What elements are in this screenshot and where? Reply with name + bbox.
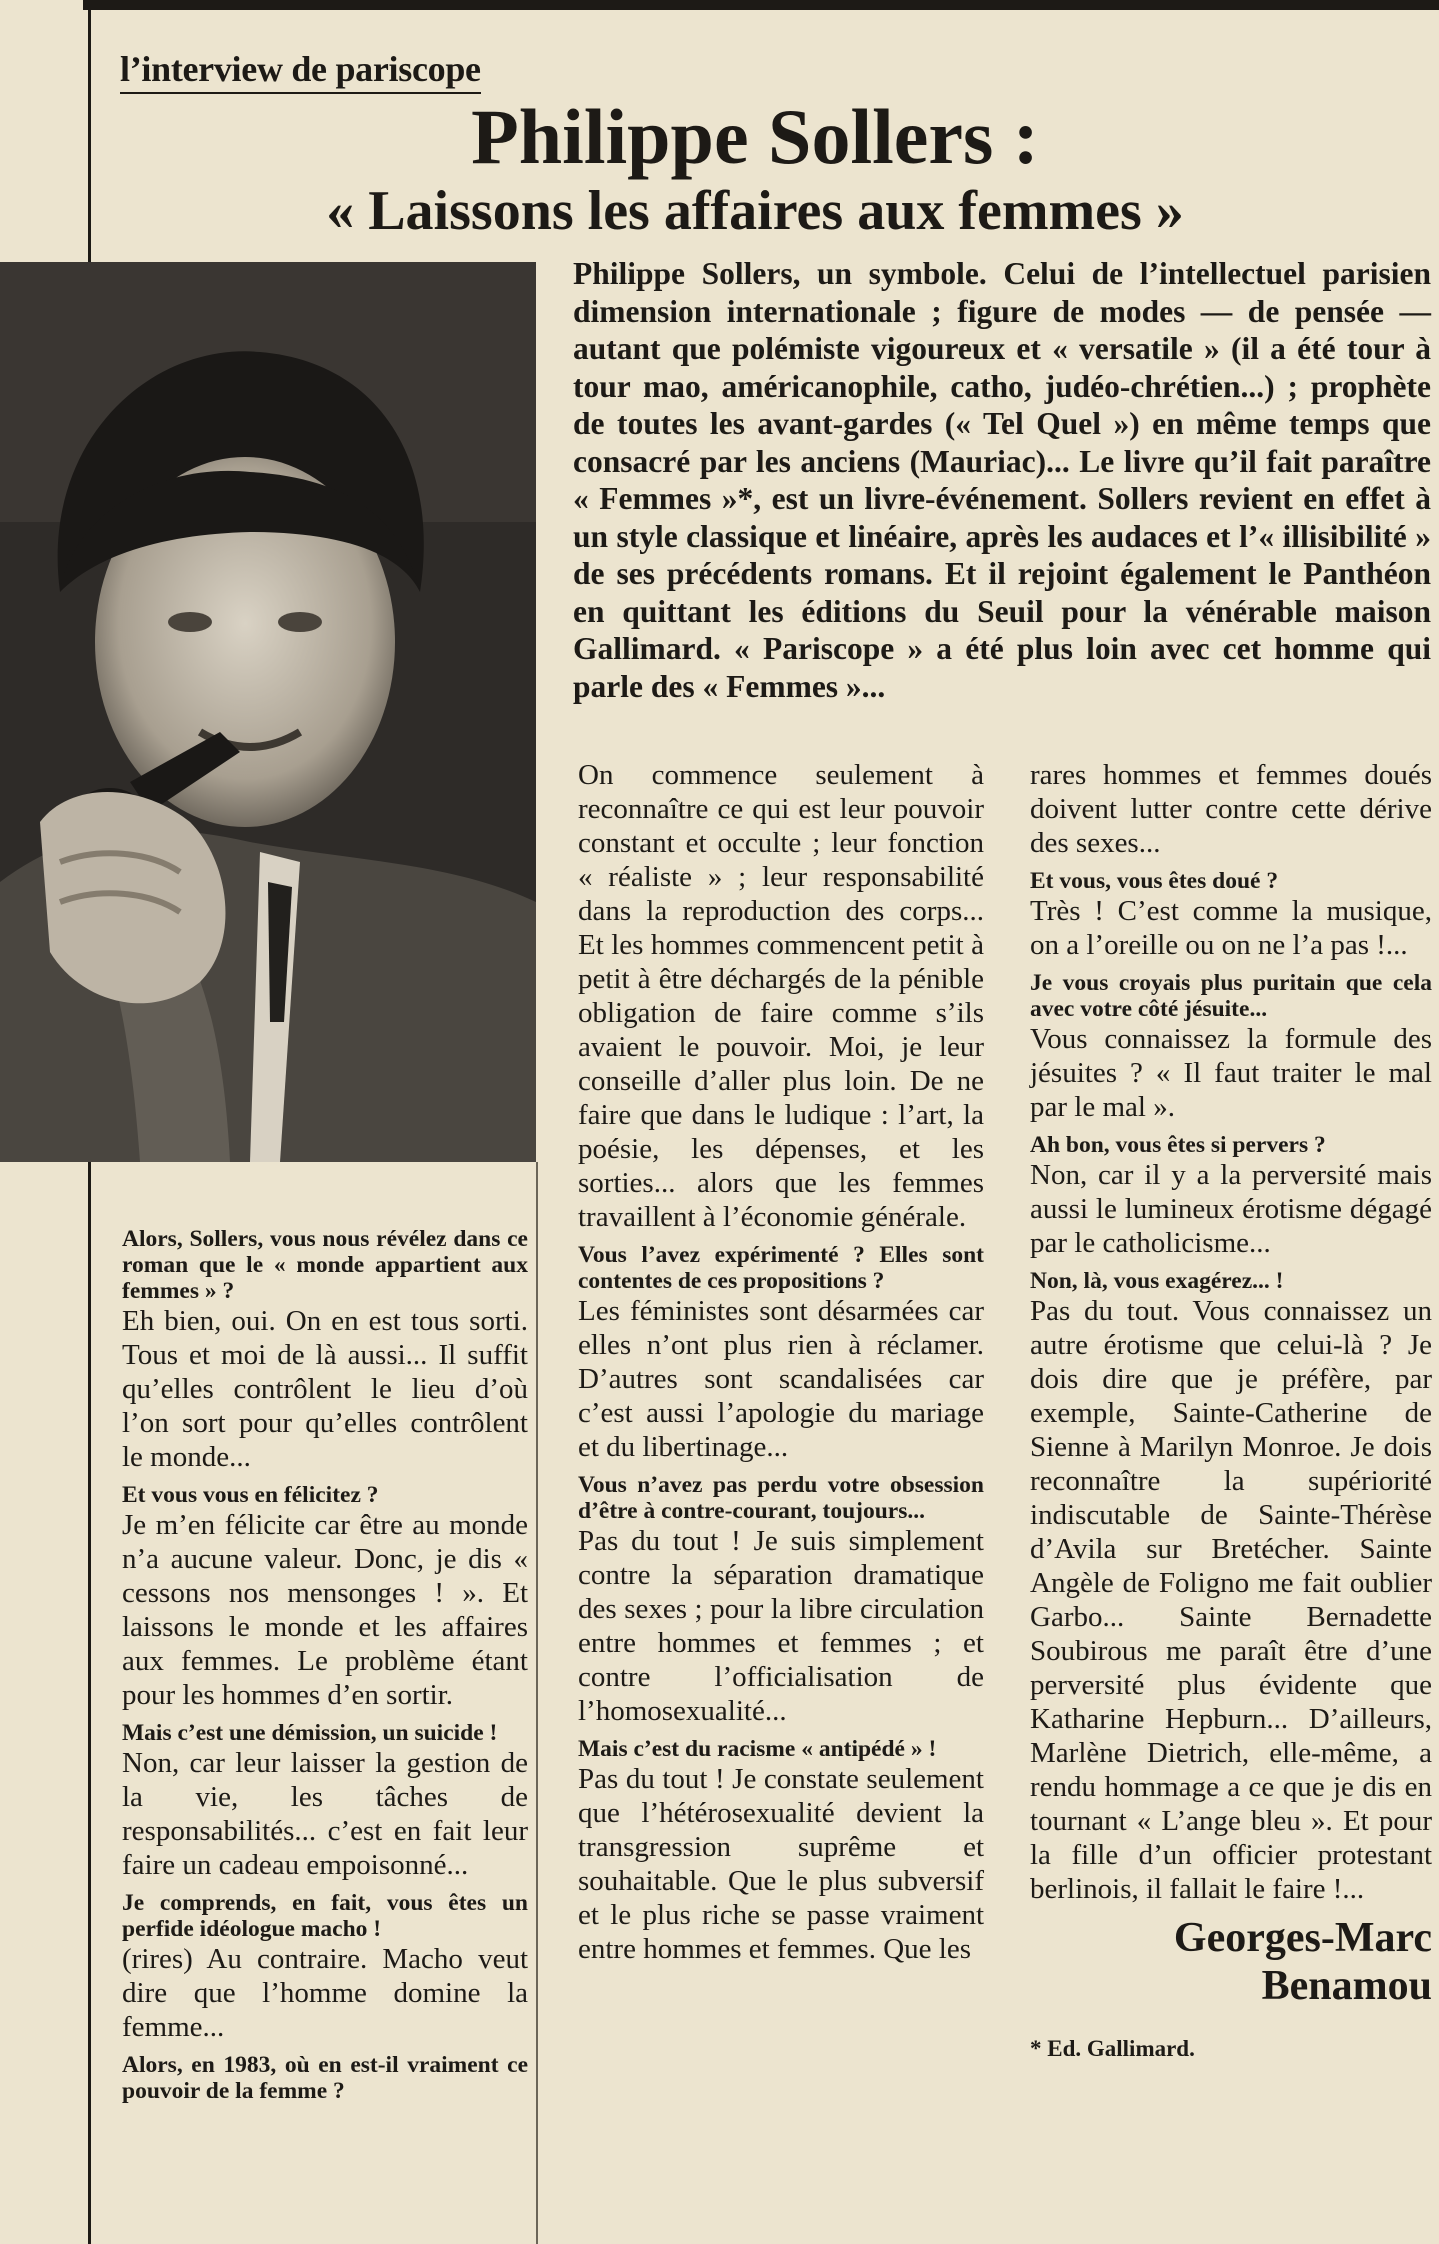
footnote: * Ed. Gallimard.: [1030, 2036, 1195, 2061]
answer-9: Très ! C’est comme la musique, on a l’oreille ou on ne l’a pas !...: [1030, 895, 1432, 961]
portrait-illustration: [0, 262, 536, 1162]
article-column-2: [578, 758, 984, 1974]
question-11: Ah bon, vous êtes si pervers ?: [1030, 1132, 1326, 1158]
top-rule: [83, 0, 1439, 10]
answer-5: On commence seulement à reconnaître ce qui est leur pouvoir constant et occulte ; leur fonction « réaliste » ; leur responsabilité dans la reproduction des corps... Et les hommes commencent petit à petit à être déchargés de la pénible obligation de faire comme s’ils avaient le pouvoir. Moi, je leur conseille d’aller plus loin. De ne faire que dans le ludique : l’art, la poésie, les dépenses, et les sorties... alors que les femmes travaillent à l’économie générale.: [578, 759, 984, 1233]
article-column-1: [122, 1226, 528, 2104]
author-first-name: Georges-Marc: [1173, 1915, 1432, 1961]
question-9: Et vous, vous êtes doué ?: [1030, 868, 1279, 894]
article-column-3: [1030, 758, 1432, 2066]
article-intro: Philippe Sollers, un symbole. Celui de l’intellectuel parisien dimension internationale ; figure de modes — de pensée — autant que polémiste vigoureux et « versatile » (il a été tour à tour mao, américanophile, catho, judéo-chrétien...) ; prophète de toutes les avant-gardes (« Tel Quel ») en même temps que consacré par les anciens (Mauriac)... Le livre qu’il fait paraître « Femmes »*, est un livre-événement. Sollers revient en effet à un style classique et linéaire, après les audaces et l’« illisibilité » de ses précédents romans. Et il rejoint également le Panthéon en quittant les éditions du Seuil pour la vénérable maison Gallimard. « Pariscope » a été plus loin avec cet homme qui parle des « Femmes »...: [573, 256, 1431, 704]
answer-10: Vous connaissez la formule des jésuites ? « Il faut traiter le mal par le mal ».: [1030, 1023, 1432, 1123]
headline-name: Philippe Sollers :: [471, 93, 1039, 180]
question-6: Vous l’avez expérimenté ? Elles sont contentes de ces propositions ?: [578, 1242, 984, 1294]
question-1: Alors, Sollers, vous nous révélez dans ce roman que le « monde appartient aux femmes » ?: [122, 1226, 528, 1304]
question-10: Je vous croyais plus puritain que cela avec votre côté jésuite...: [1030, 970, 1432, 1022]
answer-2: Je m’en félicite car être au monde n’a aucune valeur. Donc, je dis « cessons nos mensonges ! ». Et laissons le monde et les affaires aux femmes. Le problème étant pour les hommes d’en sortir.: [122, 1509, 528, 1711]
question-7: Vous n’avez pas perdu votre obsession d’être à contre-courant, toujours...: [578, 1472, 984, 1524]
answer-3: Non, car leur laisser la gestion de la vie, les tâches de responsabilités... c’est en fait leur faire un cadeau empoisonné...: [122, 1747, 528, 1881]
portrait-photo: [0, 262, 536, 1162]
question-12: Non, là, vous exagérez... !: [1030, 1268, 1284, 1294]
answer-1: Eh bien, oui. On en est tous sorti. Tous et moi de là aussi... Il suffit qu’elles contrôlent le lieu d’où l’on sort pour qu’elles contrôlent le monde...: [122, 1305, 528, 1473]
headline-quote: « Laissons les affaires aux femmes »: [326, 179, 1184, 242]
question-5: Alors, en 1983, où en est-il vraiment ce pouvoir de la femme ?: [122, 2052, 528, 2104]
answer-6: Les féministes sont désarmées car elles n’ont plus rien à réclamer. D’autres sont scandalisées car c’est aussi l’apologie du mariage et du libertinage...: [578, 1295, 984, 1463]
answer-8: Pas du tout ! Je constate seulement que l’hétérosexualité devient la transgression suprême et souhaitable. Que le plus subversif et le plus riche se passe vraiment entre hommes et femmes. Que les: [578, 1763, 984, 1965]
answer-11: Non, car il y a la perversité mais aussi le lumineux érotisme dégagé par le catholicisme...: [1030, 1159, 1432, 1259]
question-2: Et vous vous en félicitez ?: [122, 1482, 379, 1508]
question-8: Mais c’est du racisme « antipédé » !: [578, 1736, 937, 1762]
question-4: Je comprends, en fait, vous êtes un perfide idéologue macho !: [122, 1890, 528, 1942]
answer-8-continued: rares hommes et femmes doués doivent lutter contre cette dérive des sexes...: [1030, 759, 1432, 859]
answer-4: (rires) Au contraire. Macho veut dire que l’homme domine la femme...: [122, 1943, 528, 2043]
answer-12: Pas du tout. Vous connaissez un autre érotisme que celui-là ? Je dois dire que je préfère, par exemple, Sainte-Catherine de Sienne à Marilyn Monroe. Je dois reconnaître la supériorité indiscutable de Sainte-Thérèse d’Avila sur Bretécher. Sainte Angèle de Foligno me fait oublier Garbo... Sainte Bernadette Soubirous me paraît être d’une perversité plus évidente que Katharine Hepburn... D’ailleurs, Marlène Dietrich, elle-même, a rendu hommage a ce que je dis en tournant « L’ange bleu ». Et pour la fille d’un officier protestant berlinois, il fallait le faire !...: [1030, 1295, 1432, 1905]
author-signature: [1030, 1914, 1432, 2010]
section-kicker: l’interview de pariscope: [120, 48, 481, 94]
column-divider: [536, 1162, 538, 2244]
author-last-name: Benamou: [1261, 1963, 1432, 2009]
answer-7: Pas du tout ! Je suis simplement contre la séparation dramatique des sexes ; pour la libre circulation entre hommes et femmes ; et contre l’officialisation de l’homosexualité...: [578, 1525, 984, 1727]
question-3: Mais c’est une démission, un suicide !: [122, 1720, 498, 1746]
headline: [90, 93, 1420, 242]
